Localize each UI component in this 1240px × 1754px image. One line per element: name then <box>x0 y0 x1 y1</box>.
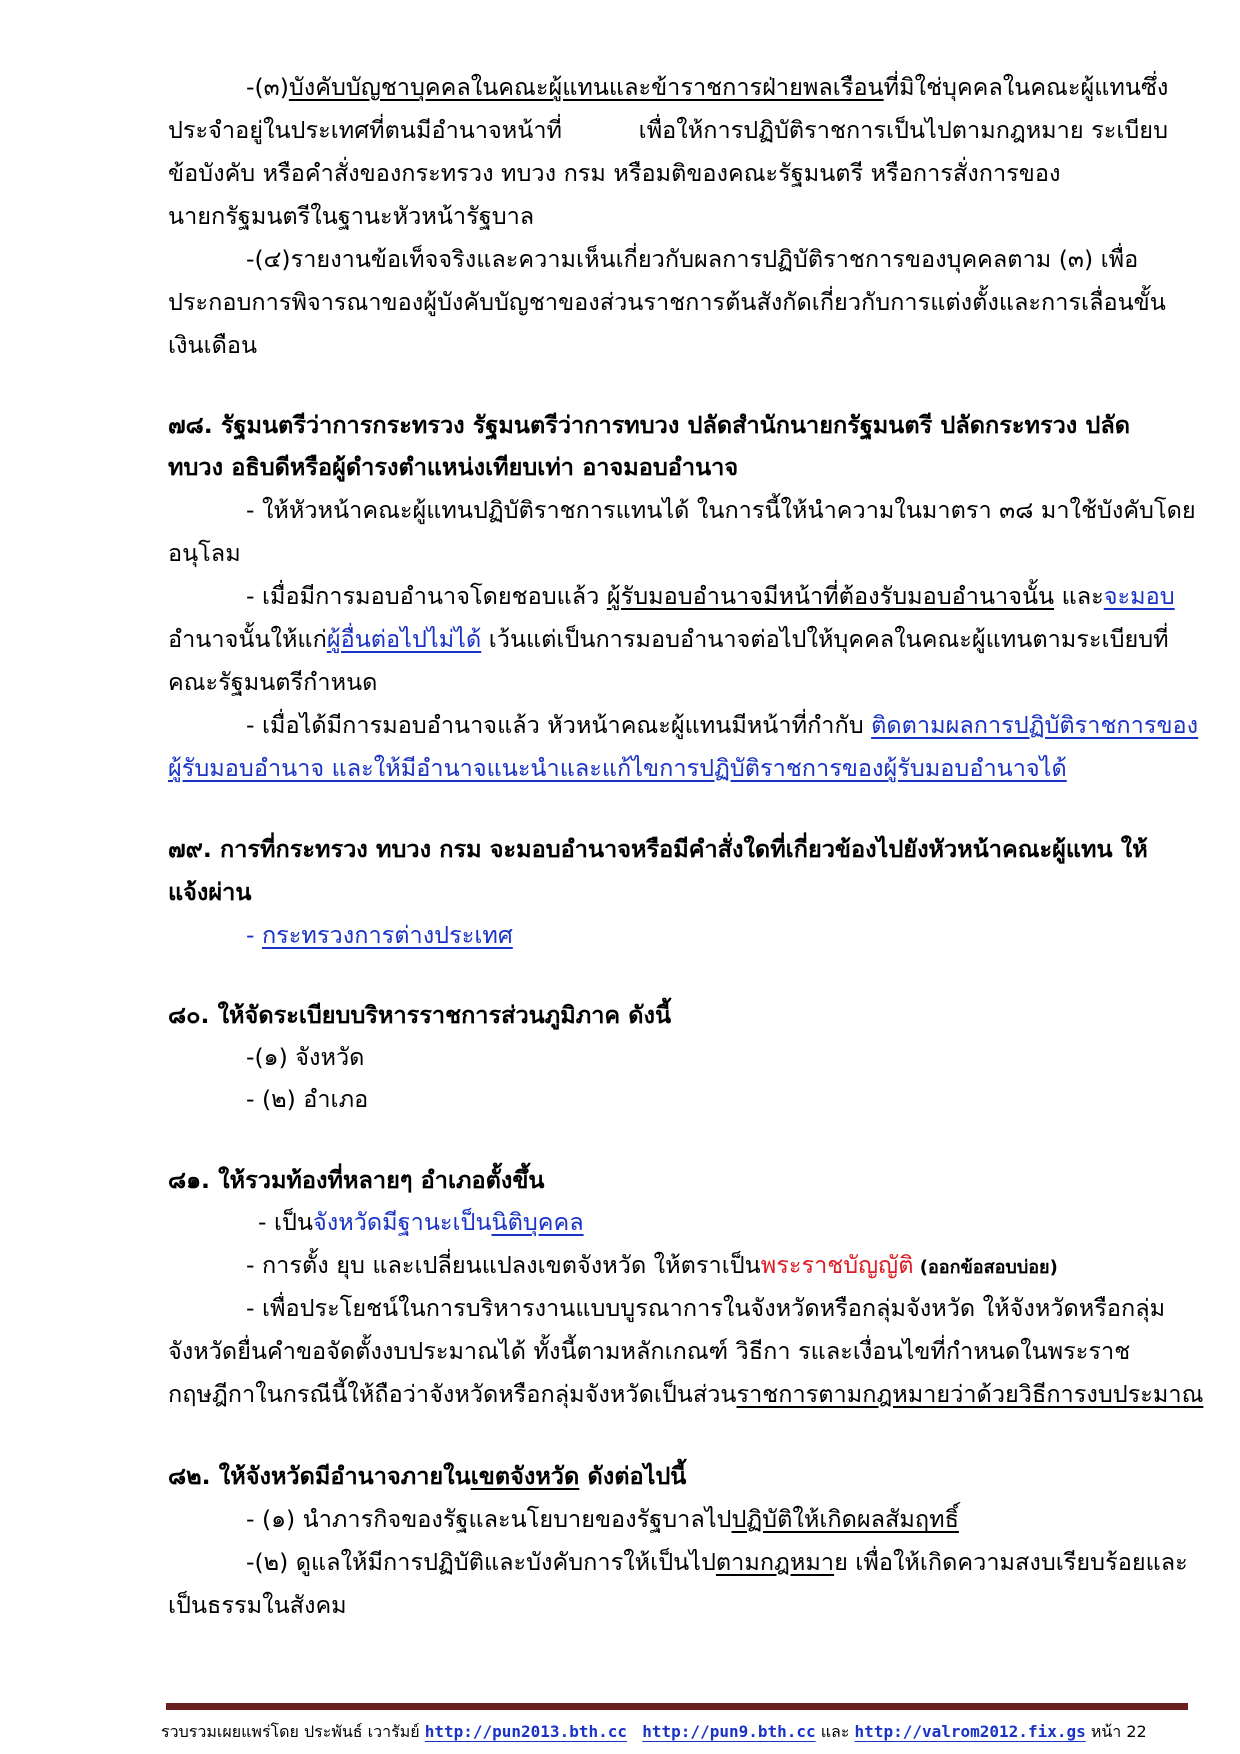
text-line <box>246 710 1198 740</box>
hyperlink[interactable]: ผู้รับมอบอำนาจ และให้มีอำนาจแนะนำและแก้ไขการปฏิบัติราชการของผู้รับมอบอำนาจได้ <box>168 754 1067 782</box>
text-fragment: -(๒) ดูแลให้มีการปฏิบัติและบังคับการให้เป็นไป <box>246 1548 716 1576</box>
underlined-phrase: บังคับบัญชาบุคคลในคณะผู้แทนและข้าราชการฝ่ายพลเรือน <box>288 73 884 101</box>
text-line: - ให้หัวหน้าคณะผู้แทนปฏิบัติราชการแทนได้ ในการนี้ให้นำความในมาตรา ๓๘ มาใช้บังคับโดย <box>246 496 1196 524</box>
exam-note: (ออกข้อสอบบ่อย) <box>913 1257 1058 1278</box>
text-fragment: - (๑) นำภารกิจของรัฐและนโยบายของรัฐบาลไป <box>246 1505 732 1533</box>
text-fragment: ดังต่อไปนี้ <box>579 1462 687 1490</box>
hyperlink[interactable]: ติดตามผลการปฏิบัติราชการของ <box>871 711 1199 739</box>
text-fragment: และ <box>1054 582 1104 610</box>
text-fragment: - เมื่อได้มีการมอบอำนาจแล้ว หัวหน้าคณะผู้แทนมีหน้าที่กำกับ <box>246 711 872 739</box>
text-line: ข้อบังคับ หรือคำสั่งของกระทรวง ทบวง กรม หรือมติของคณะรัฐมนตรี หรือการสั่งการของ <box>168 159 1061 187</box>
text-fragment: เว้นแต่เป็นการมอบอำนาจต่อไปให้บุคคลในคณะผู้แทนตามระเบียบที่ <box>481 625 1169 653</box>
item-number: -(๓) <box>246 73 289 101</box>
underlined-phrase: ปฏิบัติให้เกิดผลสัมฤทธิ์ <box>731 1505 959 1533</box>
text-line: นายกรัฐมนตรีในฐานะหัวหน้ารัฐบาล <box>168 202 535 230</box>
list-dash: - <box>246 921 262 949</box>
text-line <box>258 1207 584 1237</box>
text-fragment: อำนาจนั้นให้แก่ <box>168 625 327 653</box>
hyperlink[interactable]: ผู้อื่นต่อไปไม่ได้ <box>326 625 482 653</box>
text-line: ประกอบการพิจารณาของผู้บังคับบัญชาของส่วนราชการต้นสังกัดเกี่ยวกับการแต่งตั้งและการเลื่อนขั้น <box>168 288 1166 316</box>
list-item <box>246 1504 959 1534</box>
footer-rule <box>166 1703 1188 1710</box>
text-line: เงินเดือน <box>168 331 258 359</box>
hyperlink[interactable]: กระทรวงการต่างประเทศ <box>261 921 513 949</box>
hyperlink[interactable]: นิติบุคคล <box>491 1208 584 1236</box>
section-heading <box>168 1461 686 1491</box>
text-line: จังหวัดยื่นคำขอจัดตั้งงบประมาณได้ ทั้งนี้ตามหลักเกณฑ์ วิธีกา รและเงื่อนไขที่กำหนดในพระราช <box>168 1337 1131 1365</box>
page-number: 22 <box>1126 1722 1147 1741</box>
text-line: คณะรัฐมนตรีกำหนด <box>168 668 378 696</box>
underlined-phrase: เขตจังหวัด <box>470 1462 580 1490</box>
section-heading: ทบวง อธิบดีหรือผู้ดำรงตำแหน่งเทียบเท่า อาจมอบอำนาจ <box>168 453 739 481</box>
underlined-phrase: ตามกฎหมา <box>715 1548 835 1576</box>
text-fragment: ที่มิใช่บุคคลในคณะผู้แทนซึ่ง <box>883 73 1169 101</box>
footer-link[interactable]: http://valrom2012.fix.gs <box>854 1722 1086 1741</box>
text-line: เป็นธรรมในสังคม <box>168 1591 347 1619</box>
underlined-phrase: ราชการตามกฎหมายว่าด้วยวิธีการงบประมาณ <box>736 1380 1204 1408</box>
text-fragment: - การตั้ง ยุบ และเปลี่ยนแปลงเขตจังหวัด ให้ตราเป็น <box>246 1251 761 1279</box>
text-fragment: ย เพื่อให้เกิดความสงบเรียบร้อยและ <box>834 1548 1188 1576</box>
list-item <box>246 1547 1188 1577</box>
list-item: - (๒) อำเภอ <box>246 1085 369 1113</box>
emphasis-phrase: พระราชบัญญัติ <box>760 1251 914 1279</box>
page-footer <box>161 1720 1147 1744</box>
text-line <box>246 920 513 950</box>
text-line: อนุโลม <box>168 539 241 567</box>
text-line <box>246 581 1175 611</box>
text-fragment: ๘๒. ให้จังหวัดมีอำนาจภายใน <box>168 1462 471 1490</box>
text-fragment: กฤษฎีกาในกรณีนี้ให้ถือว่าจังหวัดหรือกลุ่มจังหวัดเป็นส่วน <box>168 1380 737 1408</box>
footer-credit: รวบรวมเผยแพร่โดย ประพันธ์ เวารัมย์ <box>161 1722 425 1741</box>
text-line <box>168 624 1169 654</box>
text-line <box>246 72 1168 102</box>
text-line: -(๔)รายงานข้อเท็จจริงและความเห็นเกี่ยวกับผลการปฏิบัติราชการของบุคคลตาม (๓) เพื่อ <box>246 245 1139 273</box>
text-line <box>246 1250 1058 1283</box>
text-fragment: - เป็น <box>258 1208 313 1236</box>
section-heading: ๗๙. การที่กระทรวง ทบวง กรม จะมอบอำนาจหรือมีคำสั่งใดที่เกี่ยวข้องไปยังหัวหน้าคณะผู้แทน ให้ <box>168 835 1148 863</box>
page-label: หน้า <box>1085 1722 1127 1741</box>
text-fragment: ประจำอยู่ในประเทศที่ตนมีอำนาจหน้าที่ <box>168 116 563 144</box>
footer-link[interactable]: http://pun2013.bth.cc <box>424 1722 627 1741</box>
text-fragment: - เมื่อมีการมอบอำนาจโดยชอบแล้ว <box>246 582 607 610</box>
footer-link[interactable]: http://pun9.bth.cc <box>642 1722 816 1741</box>
text-line <box>168 115 1168 145</box>
list-item: -(๑) จังหวัด <box>246 1043 365 1071</box>
section-heading: ๗๘. รัฐมนตรีว่าการกระทรวง รัฐมนตรีว่าการทบวง ปลัดสำนักนายกรัฐมนตรี ปลัดกระทรวง ปลัด <box>168 411 1131 439</box>
section-heading: ๘๐. ให้จัดระเบียบบริหารราชการส่วนภูมิภาค ดังนี้ <box>168 1001 672 1029</box>
section-heading: ๘๑. ให้รวมท้องที่หลายๆ อำเภอตั้งขึ้น <box>168 1166 545 1194</box>
underlined-phrase: ผู้รับมอบอำนาจมีหน้าที่ต้องรับมอบอำนาจนั้น <box>606 582 1055 610</box>
text-line <box>168 1379 1203 1409</box>
hyperlink[interactable]: จะมอบ <box>1103 582 1175 610</box>
highlighted-phrase: จังหวัดมีฐานะเป็น <box>312 1208 492 1236</box>
text-line: - เพื่อประโยชน์ในการบริหารงานแบบบูรณาการในจังหวัดหรือกลุ่มจังหวัด ให้จังหวัดหรือกลุ่ม <box>246 1294 1166 1322</box>
footer-text: และ <box>815 1722 855 1741</box>
text-fragment: เพื่อให้การปฏิบัติราชการเป็นไปตามกฎหมาย ระเบียบ <box>638 116 1168 144</box>
section-heading: แจ้งผ่าน <box>168 878 252 906</box>
